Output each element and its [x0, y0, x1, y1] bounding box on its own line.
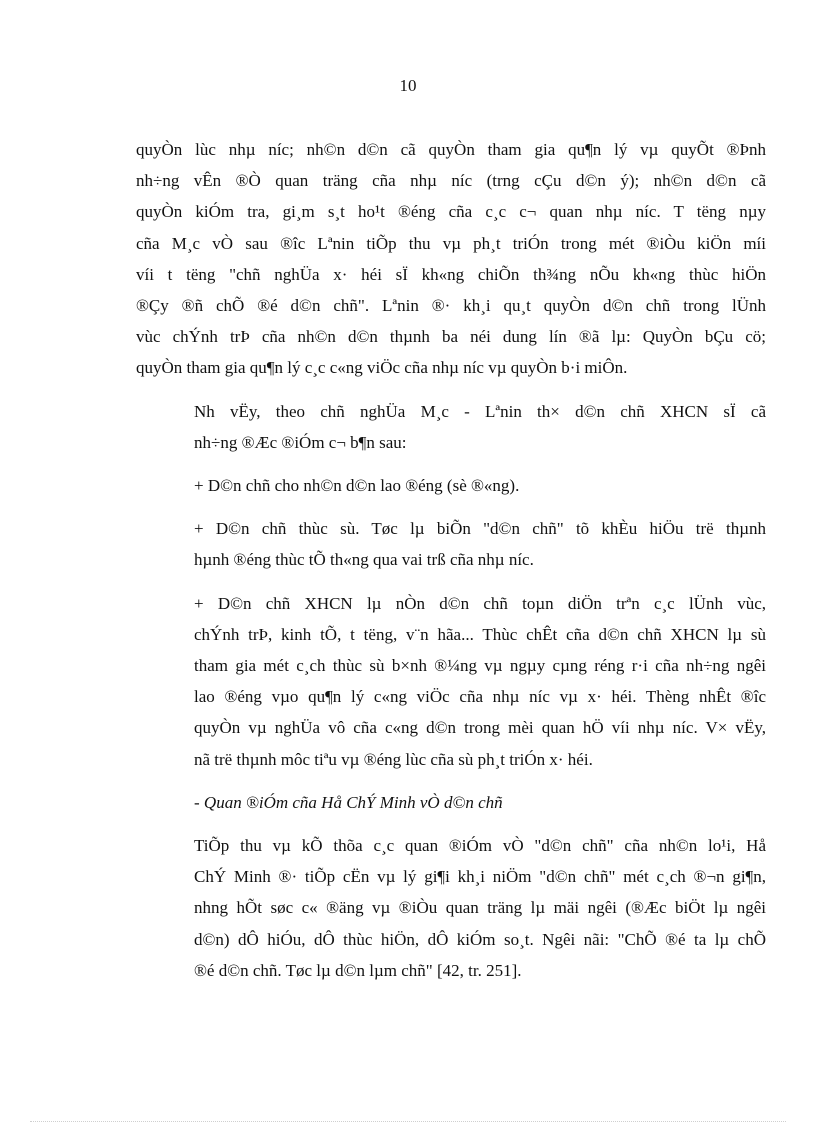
text-line: ®Çy ®ñ chÕ ®é d©n chñ". Lªnin ®· kh¸i qu¸t quyÒn d©n chñ trong lÜnh [136, 296, 766, 316]
text-line: nh÷ng ®Æc ®iÓm c¬ b¶n sau: [194, 432, 407, 452]
text-line: + D©n chñ XHCN lµ nÒn d©n chñ toµn diÖn trªn c¸c lÜnh vùc, [194, 593, 766, 613]
page-number: 10 [399, 76, 417, 95]
text-line: - Quan ®iÓm cña Hå ChÝ Minh vÒ d©n chñ [194, 792, 503, 812]
footer-dotted-rule [30, 1121, 786, 1122]
text-line: quyÒn vµ nghÜa vô cña c«ng d©n trong mèi quan hÖ víi nhµ níc. V× vËy, [194, 718, 766, 738]
text-line: nhng hÕt søc c« ®äng vµ ®iÒu quan träng lµ mäi ngêi (®Æc biÖt lµ ngêi [194, 898, 766, 918]
text-line: quyÒn lùc nhµ níc; nh©n d©n cã quyÒn tham gia qu¶n lý vµ quyÕt ®Þnh [136, 140, 766, 159]
text-line: hµnh ®éng thùc tÕ th«ng qua vai trß cña nhµ níc. [194, 550, 534, 570]
text-line: + D©n chñ thùc sù. Tøc lµ biÕn "d©n chñ" tõ khÈu hiÖu trë thµnh [194, 519, 766, 539]
text-line: Nh vËy, theo chñ nghÜa M¸c - Lªnin th× d©n chñ XHCN sÏ cã [194, 401, 766, 421]
paragraph [136, 830, 766, 986]
paragraph [136, 513, 766, 575]
text-line: vùc chÝnh trÞ cña nh©n d©n thµnh ba néi dung lín ®ã lµ: QuyÒn bÇu cö; [136, 327, 766, 347]
text-line: TiÕp thu vµ kÕ thõa c¸c quan ®iÓm vÒ "d©n chñ" cña nh©n lo¹i, Hå [194, 836, 766, 856]
text-line: nã trë thµnh môc tiªu vµ ®éng lùc cña sù ph¸t triÓn x· héi. [194, 749, 593, 769]
body-text [136, 134, 766, 998]
text-line: chÝnh trÞ, kinh tÕ, t tëng, v¨n hãa... Thùc chÊt cña d©n chñ XHCN lµ sù [194, 624, 766, 644]
paragraph [136, 470, 766, 501]
paragraph [136, 396, 766, 458]
text-line: d©n) dÔ hiÓu, dÔ thùc hiÖn, dÔ kiÓm so¸t. Ngêi nãi: "ChÕ ®é ta lµ chÕ [194, 929, 766, 949]
text-line: ChÝ Minh ®· tiÕp cËn vµ lý gi¶i kh¸i niÖm "d©n chñ" mét c¸ch ®¬n gi¶n, [194, 867, 766, 887]
text-line: nh÷ng vÊn ®Ò quan träng cña nhµ níc (trng cÇu d©n ý); nh©n d©n cã [136, 171, 766, 191]
text-line: quyÒn tham gia qu¶n lý c¸c c«ng viÖc cña nhµ níc vµ quyÒn b·i miÔn. [136, 358, 628, 378]
text-line: cña M¸c vÒ sau ®îc Lªnin tiÕp thu vµ ph¸t triÓn trong mét ®iÒu kiÖn míi [136, 233, 766, 253]
paragraph [136, 588, 766, 775]
text-line: víi t tëng "chñ nghÜa x· héi sÏ kh«ng chiÕn th¾ng nÕu kh«ng thùc hiÖn [136, 264, 766, 284]
text-line: quyÒn kiÓm tra, gi¸m s¸t ho¹t ®éng cña c¸c c¬ quan nhµ níc. T tëng nµy [136, 202, 766, 222]
text-line: lao ®éng vµo qu¶n lý c«ng viÖc cña nhµ níc vµ x· héi. Thèng nhÊt ®îc [194, 687, 766, 707]
section-heading [136, 787, 766, 818]
text-line: + D©n chñ cho nh©n d©n lao ®éng (sè ®«ng). [194, 476, 520, 496]
text-line: tham gia mét c¸ch thùc sù b×nh ®¼ng vµ ngµy cµng réng r·i cña nh÷ng ngêi [194, 656, 766, 676]
paragraph [136, 134, 766, 384]
text-line: ®é d©n chñ. Tøc lµ d©n lµm chñ" [42, tr. 251]. [194, 960, 522, 980]
